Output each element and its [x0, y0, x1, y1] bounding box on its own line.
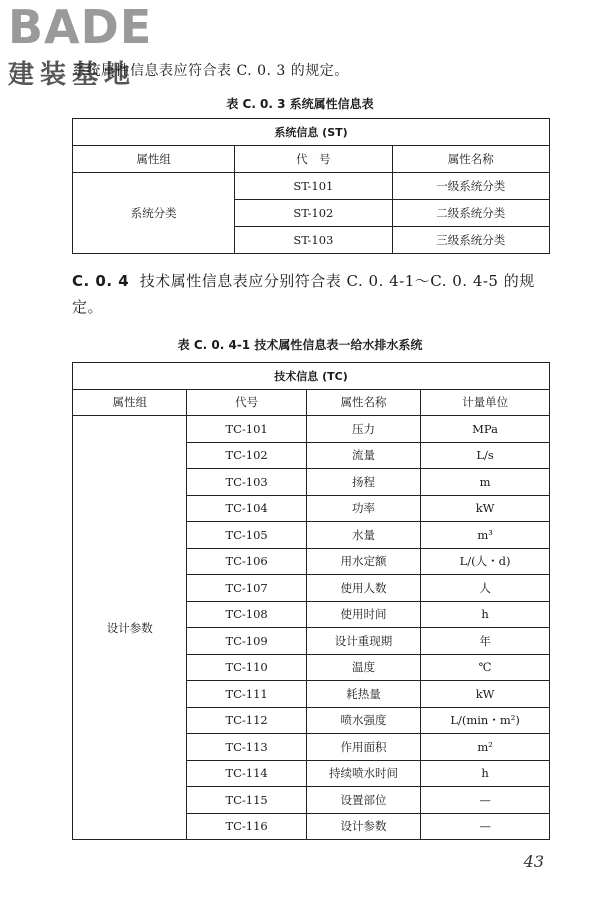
code-cell: TC-103	[187, 469, 306, 496]
table-c041-header-unit: 计量单位	[421, 389, 550, 416]
code-cell: ST-103	[235, 227, 392, 254]
name-cell: 功率	[306, 495, 420, 522]
unit-cell: ℃	[421, 654, 550, 681]
table-c041-group-cell: 设计参数	[73, 416, 187, 840]
page-number: 43	[523, 852, 544, 871]
table-c03-header-name: 属性名称	[392, 146, 549, 173]
name-cell: 一级系统分类	[392, 173, 549, 200]
table-c041-header-name: 属性名称	[306, 389, 420, 416]
code-cell: TC-111	[187, 681, 306, 708]
name-cell: 耗热量	[306, 681, 420, 708]
unit-cell: L/(人・d)	[421, 548, 550, 575]
code-cell: TC-107	[187, 575, 306, 602]
code-cell: TC-112	[187, 707, 306, 734]
unit-cell: m	[421, 469, 550, 496]
code-cell: TC-108	[187, 601, 306, 628]
table-c03-header-code: 代 号	[235, 146, 392, 173]
name-cell: 三级系统分类	[392, 227, 549, 254]
clause-c04-text: 技术属性信息表应分别符合表 C. 0. 4-1～C. 0. 4-5 的规定。	[72, 272, 535, 316]
table-c041-header-group: 属性组	[73, 389, 187, 416]
unit-cell: —	[421, 813, 550, 840]
table-c041-title: 技术信息 (TC)	[73, 363, 550, 390]
table-c03-header-group: 属性组	[73, 146, 235, 173]
code-cell: TC-113	[187, 734, 306, 761]
table-c03-group-cell: 系统分类	[73, 173, 235, 254]
code-cell: TC-116	[187, 813, 306, 840]
code-cell: ST-101	[235, 173, 392, 200]
code-cell: TC-102	[187, 442, 306, 469]
logo-main-text: BADE	[8, 0, 153, 54]
code-cell: ST-102	[235, 200, 392, 227]
unit-cell: L/(min・m²)	[421, 707, 550, 734]
code-cell: TC-109	[187, 628, 306, 655]
table-c03-title: 系统信息 (ST)	[73, 119, 550, 146]
name-cell: 二级系统分类	[392, 200, 549, 227]
name-cell: 使用人数	[306, 575, 420, 602]
name-cell: 作用面积	[306, 734, 420, 761]
name-cell: 水量	[306, 522, 420, 549]
logo-sub-text: 建装基地	[8, 60, 137, 90]
name-cell: 设置部位	[306, 787, 420, 814]
name-cell: 持续喷水时间	[306, 760, 420, 787]
unit-cell: m³	[421, 522, 550, 549]
unit-cell: h	[421, 601, 550, 628]
table-c041-caption: 表 C. 0. 4-1 技术属性信息表一给水排水系统	[177, 338, 423, 352]
unit-cell: kW	[421, 681, 550, 708]
clause-c04	[72, 268, 552, 320]
code-cell: TC-114	[187, 760, 306, 787]
unit-cell: kW	[421, 495, 550, 522]
name-cell: 扬程	[306, 469, 420, 496]
code-cell: TC-105	[187, 522, 306, 549]
code-cell: TC-106	[187, 548, 306, 575]
name-cell: 喷水强度	[306, 707, 420, 734]
table-c03-caption: 表 C. 0. 3 系统属性信息表	[226, 97, 374, 111]
name-cell: 流量	[306, 442, 420, 469]
unit-cell: L/s	[421, 442, 550, 469]
name-cell: 用水定额	[306, 548, 420, 575]
table-row	[73, 173, 550, 200]
code-cell: TC-110	[187, 654, 306, 681]
unit-cell: h	[421, 760, 550, 787]
name-cell: 使用时间	[306, 601, 420, 628]
table-c03	[72, 118, 550, 254]
name-cell: 温度	[306, 654, 420, 681]
name-cell: 压力	[306, 416, 420, 443]
unit-cell: MPa	[421, 416, 550, 443]
code-cell: TC-104	[187, 495, 306, 522]
unit-cell: m²	[421, 734, 550, 761]
code-cell: TC-115	[187, 787, 306, 814]
table-row	[73, 416, 550, 443]
unit-cell: 人	[421, 575, 550, 602]
name-cell: 设计重现期	[306, 628, 420, 655]
unit-cell: —	[421, 787, 550, 814]
clause-c03: 系统属性信息表应符合表 C. 0. 3 的规定。	[72, 63, 349, 79]
code-cell: TC-101	[187, 416, 306, 443]
table-c041	[72, 362, 550, 840]
name-cell: 设计参数	[306, 813, 420, 840]
table-c041-header-code: 代号	[187, 389, 306, 416]
clause-c04-number: C. 0. 4	[72, 272, 130, 290]
unit-cell: 年	[421, 628, 550, 655]
